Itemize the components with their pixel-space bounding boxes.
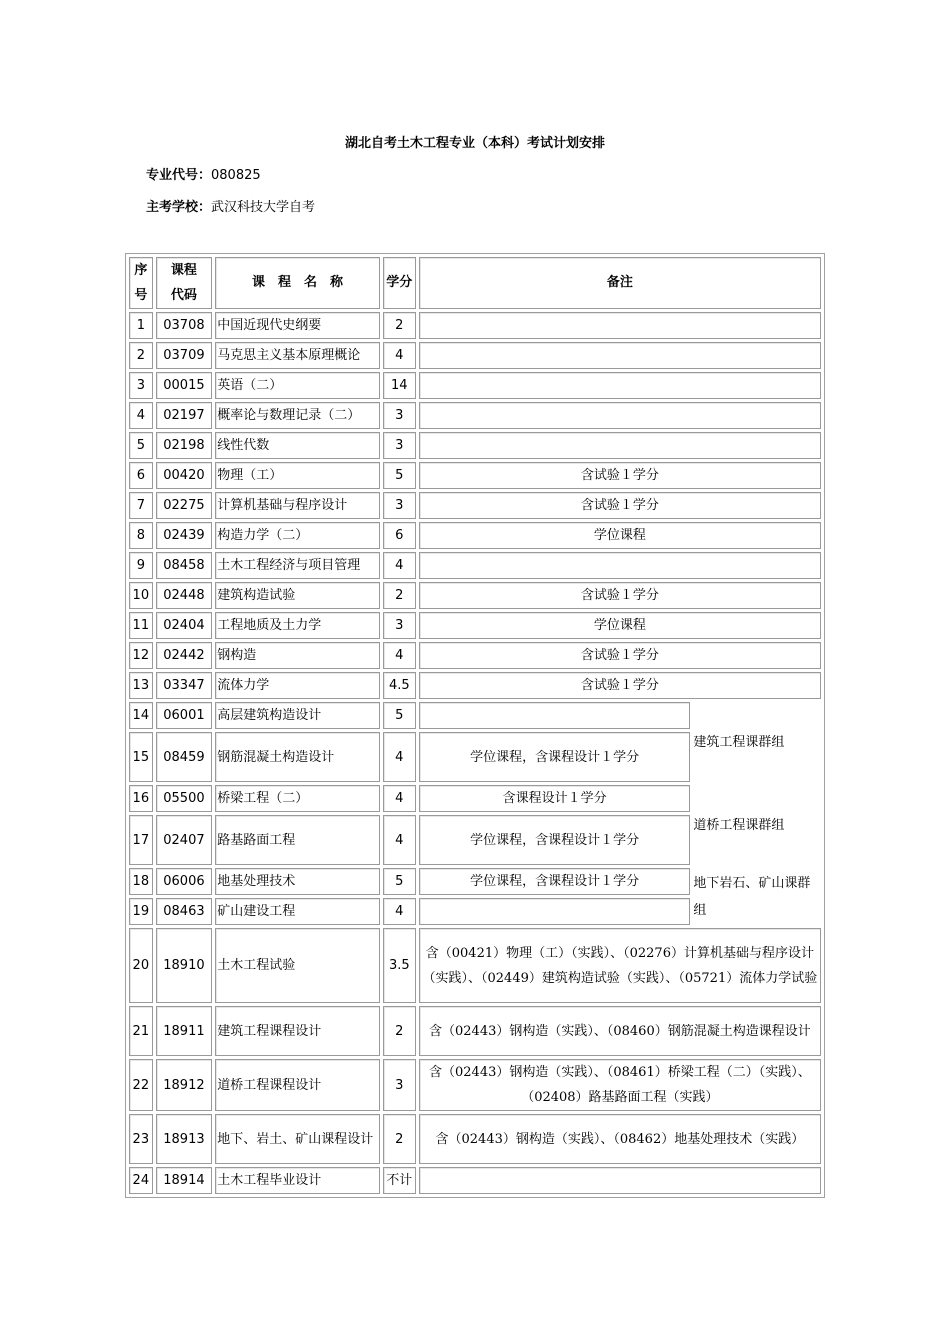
row-number: 18 bbox=[129, 868, 153, 895]
major-code-label: 专业代号： bbox=[146, 168, 212, 183]
group-building: 建筑工程课群组 bbox=[693, 734, 785, 750]
row-number: 19 bbox=[129, 898, 153, 925]
header-no-label: 序号 bbox=[134, 263, 148, 303]
table-row bbox=[129, 492, 821, 519]
course-note bbox=[419, 432, 821, 459]
course-name: 英语（二） bbox=[215, 372, 380, 399]
row-number: 4 bbox=[129, 402, 153, 429]
course-code: 02407 bbox=[156, 815, 213, 865]
row-number: 2 bbox=[129, 342, 153, 369]
course-credit: 2 bbox=[383, 582, 416, 609]
row-number: 22 bbox=[129, 1059, 153, 1111]
header-credit: 学分 bbox=[383, 257, 416, 309]
row-number: 14 bbox=[129, 702, 153, 729]
row-number: 8 bbox=[129, 522, 153, 549]
course-name: 物理（工） bbox=[215, 462, 380, 489]
course-code: 18911 bbox=[156, 1006, 213, 1056]
row-number: 23 bbox=[129, 1114, 153, 1164]
course-code: 08463 bbox=[156, 898, 213, 925]
table-header-row bbox=[129, 257, 821, 309]
row-number: 7 bbox=[129, 492, 153, 519]
table-row bbox=[129, 372, 821, 399]
course-name: 土木工程经济与项目管理 bbox=[215, 552, 380, 579]
course-note bbox=[419, 372, 821, 399]
table-row bbox=[129, 432, 821, 459]
course-credit: 3 bbox=[383, 432, 416, 459]
course-credit: 5 bbox=[383, 868, 416, 895]
major-code-line bbox=[146, 164, 261, 183]
course-note bbox=[419, 1167, 821, 1194]
course-code: 06006 bbox=[156, 868, 213, 895]
course-credit: 5 bbox=[383, 702, 416, 729]
course-code: 18914 bbox=[156, 1167, 213, 1194]
course-credit: 5 bbox=[383, 462, 416, 489]
table-row bbox=[129, 342, 821, 369]
course-credit: 4 bbox=[383, 898, 416, 925]
group-underground: 地下岩石、矿山课群组 bbox=[693, 875, 811, 918]
row-number: 17 bbox=[129, 815, 153, 865]
course-code: 18910 bbox=[156, 928, 213, 1003]
course-code: 05500 bbox=[156, 785, 213, 812]
course-note bbox=[419, 312, 821, 339]
table-row bbox=[129, 928, 821, 1003]
course-code: 03347 bbox=[156, 672, 213, 699]
course-note: 含试验１学分 bbox=[419, 672, 821, 699]
course-code: 06001 bbox=[156, 702, 213, 729]
course-name: 钢构造 bbox=[215, 642, 380, 669]
course-note: 含试验１学分 bbox=[419, 582, 821, 609]
table-row bbox=[129, 582, 821, 609]
table-row bbox=[129, 1059, 821, 1111]
header-no bbox=[129, 257, 153, 309]
page-title: 湖北自考土木工程专业（本科）考试计划安排 bbox=[344, 136, 605, 151]
course-credit: 4 bbox=[383, 552, 416, 579]
course-note bbox=[419, 898, 691, 925]
course-credit: 4 bbox=[383, 815, 416, 865]
row-number: 15 bbox=[129, 732, 153, 782]
row-number: 20 bbox=[129, 928, 153, 1003]
course-name: 马克思主义基本原理概论 bbox=[215, 342, 380, 369]
course-note bbox=[419, 342, 821, 369]
course-note: 学位课程，含课程设计１学分 bbox=[419, 732, 691, 782]
header-name: 课 程 名 称 bbox=[215, 257, 380, 309]
course-code: 18913 bbox=[156, 1114, 213, 1164]
course-note: 含试验１学分 bbox=[419, 642, 821, 669]
course-note: 含（02443）钢构造（实践）、（08461）桥梁工程（二）（实践）、（02408）路基路面工程（实践） bbox=[419, 1059, 821, 1111]
course-credit: 4 bbox=[383, 642, 416, 669]
course-code: 03709 bbox=[156, 342, 213, 369]
course-credit: 3 bbox=[383, 492, 416, 519]
course-note: 含（02443）钢构造（实践）、（08462）地基处理技术（实践） bbox=[419, 1114, 821, 1164]
course-note: 学位课程 bbox=[419, 612, 821, 639]
course-note bbox=[419, 402, 821, 429]
header-code-label: 课程代码 bbox=[170, 263, 197, 303]
course-name: 桥梁工程（二） bbox=[215, 785, 380, 812]
course-note: 学位课程 bbox=[419, 522, 821, 549]
course-name: 建筑工程课程设计 bbox=[215, 1006, 380, 1056]
course-credit: 3 bbox=[383, 612, 416, 639]
course-credit: 4 bbox=[383, 342, 416, 369]
course-code: 02439 bbox=[156, 522, 213, 549]
course-name: 工程地质及土力学 bbox=[215, 612, 380, 639]
table-row bbox=[129, 642, 821, 669]
row-number: 16 bbox=[129, 785, 153, 812]
course-code: 08459 bbox=[156, 732, 213, 782]
table-row bbox=[129, 1114, 821, 1164]
course-credit: 2 bbox=[383, 1114, 416, 1164]
course-name: 线性代数 bbox=[215, 432, 380, 459]
row-number: 12 bbox=[129, 642, 153, 669]
course-name: 概率论与数理记录（二） bbox=[215, 402, 380, 429]
course-name: 路基路面工程 bbox=[215, 815, 380, 865]
row-number: 1 bbox=[129, 312, 153, 339]
course-code: 02198 bbox=[156, 432, 213, 459]
course-credit: 4.5 bbox=[383, 672, 416, 699]
group-bridge: 道桥工程课群组 bbox=[693, 817, 785, 833]
course-name: 计算机基础与程序设计 bbox=[215, 492, 380, 519]
course-name: 构造力学（二） bbox=[215, 522, 380, 549]
course-note: 含（02443）钢构造（实践）、（08460）钢筋混凝土构造课程设计 bbox=[419, 1006, 821, 1056]
table-row bbox=[129, 312, 821, 339]
course-name: 矿山建设工程 bbox=[215, 898, 380, 925]
course-note: 含（00421）物理（工）（实践）、（02276）计算机基础与程序设计（实践）、（02449）建筑构造试验（实践）、（05721）流体力学试验 bbox=[419, 928, 821, 1003]
course-name: 地下、岩土、矿山课程设计 bbox=[215, 1114, 380, 1164]
table-row bbox=[129, 672, 821, 699]
school-label: 主考学校： bbox=[146, 200, 212, 215]
course-note: 含课程设计１学分 bbox=[419, 785, 691, 812]
course-name: 地基处理技术 bbox=[215, 868, 380, 895]
course-code: 02275 bbox=[156, 492, 213, 519]
row-number: 21 bbox=[129, 1006, 153, 1056]
course-code: 18912 bbox=[156, 1059, 213, 1111]
exam-plan-table bbox=[125, 253, 825, 1198]
row-number: 13 bbox=[129, 672, 153, 699]
course-note: 学位课程，含课程设计１学分 bbox=[419, 815, 691, 865]
course-name: 土木工程试验 bbox=[215, 928, 380, 1003]
course-code: 00015 bbox=[156, 372, 213, 399]
table-row bbox=[129, 868, 821, 895]
course-credit: 4 bbox=[383, 732, 416, 782]
course-credit: 2 bbox=[383, 312, 416, 339]
course-code: 08458 bbox=[156, 552, 213, 579]
table-row bbox=[129, 552, 821, 579]
row-number: 5 bbox=[129, 432, 153, 459]
course-credit: 不计 bbox=[383, 1167, 416, 1194]
course-credit: 3 bbox=[383, 402, 416, 429]
row-number: 9 bbox=[129, 552, 153, 579]
table-row bbox=[129, 702, 821, 729]
header-note: 备注 bbox=[419, 257, 821, 309]
table-row bbox=[129, 462, 821, 489]
course-note: 含试验１学分 bbox=[419, 492, 821, 519]
course-code: 02197 bbox=[156, 402, 213, 429]
course-credit: 6 bbox=[383, 522, 416, 549]
course-note bbox=[419, 552, 821, 579]
row-number: 6 bbox=[129, 462, 153, 489]
school-value: 武汉科技大学自考 bbox=[211, 200, 316, 215]
course-name: 高层建筑构造设计 bbox=[215, 702, 380, 729]
course-name: 流体力学 bbox=[215, 672, 380, 699]
course-name: 钢筋混凝土构造设计 bbox=[215, 732, 380, 782]
course-credit: 3 bbox=[383, 1059, 416, 1111]
row-number: 24 bbox=[129, 1167, 153, 1194]
course-code: 00420 bbox=[156, 462, 213, 489]
school-line bbox=[146, 196, 315, 215]
table-row bbox=[129, 1006, 821, 1056]
course-note bbox=[419, 702, 691, 729]
course-name: 土木工程毕业设计 bbox=[215, 1167, 380, 1194]
course-note: 含试验１学分 bbox=[419, 462, 821, 489]
table-row bbox=[129, 785, 821, 812]
course-name: 道桥工程课程设计 bbox=[215, 1059, 380, 1111]
header-code bbox=[156, 257, 213, 309]
table-row bbox=[129, 402, 821, 429]
table-row bbox=[129, 1167, 821, 1194]
course-code: 03708 bbox=[156, 312, 213, 339]
table-row bbox=[129, 522, 821, 549]
row-number: 10 bbox=[129, 582, 153, 609]
course-credit: 3.5 bbox=[383, 928, 416, 1003]
course-credit: 14 bbox=[383, 372, 416, 399]
course-credit: 2 bbox=[383, 1006, 416, 1056]
course-code: 02442 bbox=[156, 642, 213, 669]
row-number: 11 bbox=[129, 612, 153, 639]
course-name: 建筑构造试验 bbox=[215, 582, 380, 609]
course-note: 学位课程，含课程设计１学分 bbox=[419, 868, 691, 895]
course-name: 中国近现代史纲要 bbox=[215, 312, 380, 339]
course-code: 02404 bbox=[156, 612, 213, 639]
row-number: 3 bbox=[129, 372, 153, 399]
course-code: 02448 bbox=[156, 582, 213, 609]
course-credit: 4 bbox=[383, 785, 416, 812]
major-code-value: 080825 bbox=[211, 168, 261, 183]
table-row bbox=[129, 612, 821, 639]
